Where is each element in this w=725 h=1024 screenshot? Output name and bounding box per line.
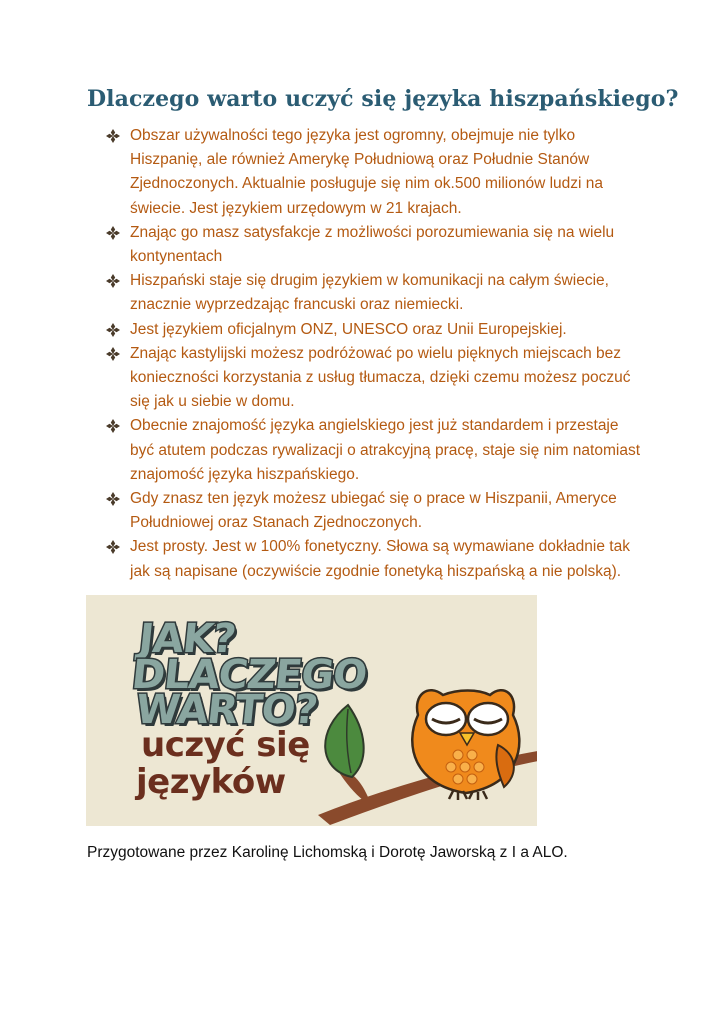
four-diamond-bullet-icon: [105, 318, 123, 342]
four-diamond-bullet-icon: [105, 414, 123, 438]
list-item-text: Znając go masz satysfakcje z możliwości porozumiewania się na wielu kontynentach: [130, 223, 615, 266]
list-item: [105, 269, 645, 317]
list-item: [105, 221, 645, 269]
banner-illustration: [86, 595, 537, 826]
four-diamond-bullet-icon: [105, 124, 123, 148]
banner-word-jezykow: języków: [136, 762, 286, 802]
list-item: [105, 342, 645, 415]
list-item-text: Gdy znasz ten język możesz ubiegać się o prace w Hiszpanii, Ameryce Południowej oraz Stanach Zjednoczonych.: [130, 490, 617, 532]
list-item-text: Jest językiem oficjalnym ONZ, UNESCO oraz Unii Europejskiej.: [130, 320, 567, 338]
list-item: [105, 535, 645, 583]
banner-word-jak: JAK?: [136, 616, 238, 662]
reasons-list: [105, 124, 645, 584]
list-item-text: Znając kastylijski możesz podróżować po wielu pięknych miejscach bez konieczności korzystania z usług tłumacza, dzięki czemu możesz poczuć się jak u siebie w domu.: [130, 344, 631, 411]
banner-word-uczyc-sie: uczyć się: [141, 725, 310, 765]
four-diamond-bullet-icon: [105, 269, 123, 293]
banner-word-warto: WARTO?: [133, 687, 320, 733]
banner-word-dlaczego: DLACZEGO: [129, 652, 369, 698]
leaf: [325, 705, 363, 777]
page-title: Dlaczego warto uczyć się języka hiszpańskiego?: [87, 86, 679, 112]
four-diamond-bullet-icon: [105, 221, 123, 245]
list-item: [105, 318, 645, 342]
footer-credits: Przygotowane przez Karolinę Lichomską i Dorotę Jaworską z I a ALO.: [87, 844, 568, 861]
owl-on-branch-illustration: [308, 675, 537, 825]
list-item-text: Obszar używalności tego języka jest ogromny, obejmuje nie tylko Hiszpanię, ale również Amerykę Południową oraz Południe Stanów Zjednoczonych. Aktualnie posługuje się nim ok.500 milionów ludzi na świecie. Jest językiem urzędowym w 21 krajach.: [130, 127, 604, 217]
list-item: [105, 124, 645, 221]
four-diamond-bullet-icon: [105, 535, 123, 559]
four-diamond-bullet-icon: [105, 342, 123, 366]
list-item: [105, 414, 645, 487]
list-item: [105, 487, 645, 535]
list-item-text: Hiszpański staje się drugim językiem w komunikacji na całym świecie, znacznie wyprzedzając francuski oraz niemiecki.: [130, 272, 609, 314]
four-diamond-bullet-icon: [105, 487, 123, 511]
list-item-text: Obecnie znajomość języka angielskiego jest już standardem i przestaje być atutem podczas rywalizacji o atrakcyjną pracę, staje się nim natomiast znajomość języka hiszpańskiego.: [130, 417, 640, 483]
list-item-text: Jest prosty. Jest w 100% fonetyczny. Słowa są wymawiane dokładnie tak jak są napisane (oczywiście zgodnie fonetyką hiszpańską a nie polską).: [130, 538, 630, 580]
